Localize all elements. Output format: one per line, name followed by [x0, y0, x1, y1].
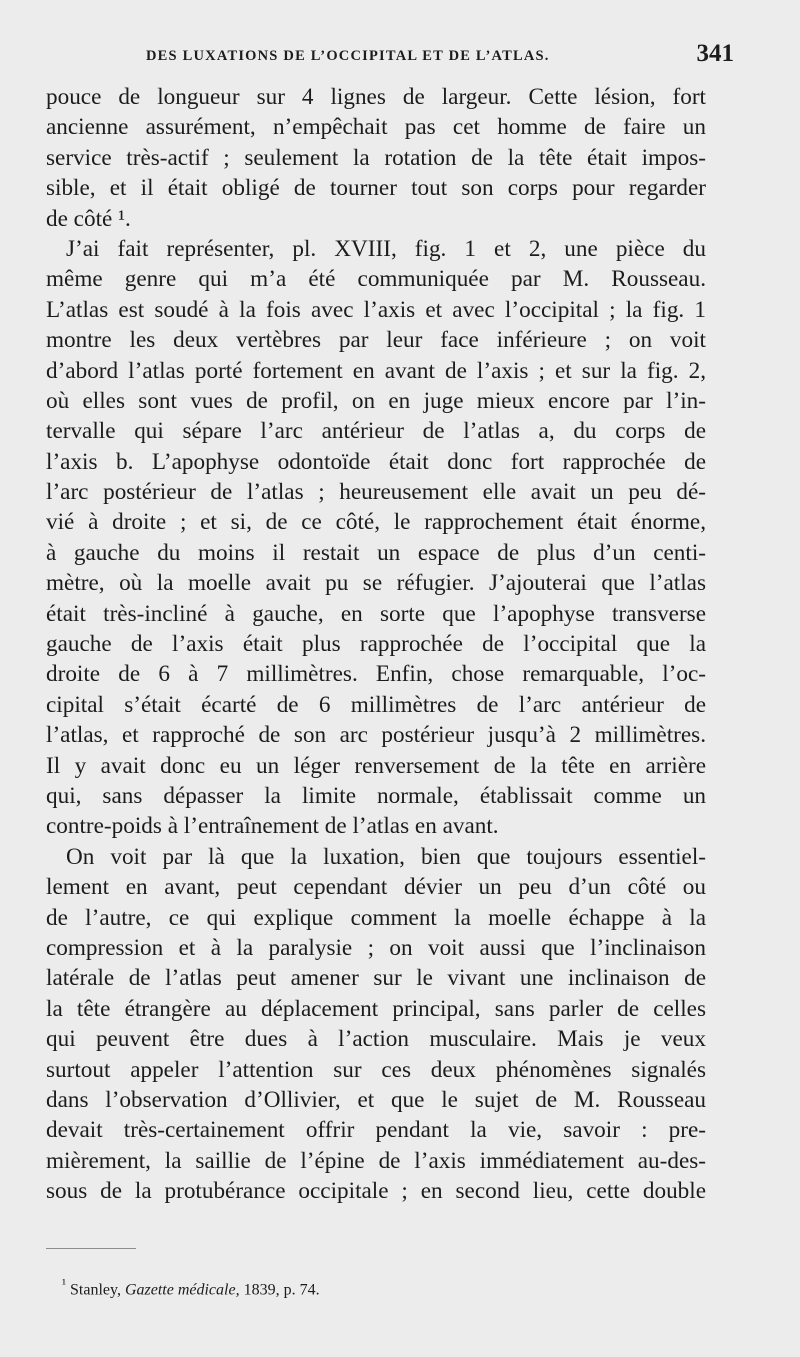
footnote: [62, 1276, 320, 1299]
text-line: contre-poids à l’entraînement de l’atlas en avant.: [46, 813, 499, 840]
text-line: pouce de longueur sur 4 lignes de largeur. Cette lésion, fort: [46, 84, 706, 110]
text-line: était très-incliné à gauche, en sorte que l’apophyse transverse: [46, 600, 706, 627]
text-line: montre les deux vertèbres par leur face inférieure ; on voit: [46, 327, 706, 354]
text-line: à gauche du moins il restait un espace de plus d’un centi-: [46, 539, 706, 566]
running-head: [46, 36, 734, 76]
text-line: lement en avant, peut cependant dévier un peu d’un côté ou: [46, 874, 706, 901]
text-line: surtout appeler l’attention sur ces deux phénomènes signalés: [46, 1056, 706, 1083]
text-line: gauche de l’axis était plus rapprochée de l’occipital que la: [46, 631, 706, 658]
text-line: où elles sont vues de profil, on en juge mieux encore par l’in-: [46, 387, 706, 414]
text-line: l’arc postérieur de l’atlas ; heureusement elle avait un peu dé-: [46, 479, 706, 506]
text-line: latérale de l’atlas peut amener sur le vivant une inclinaison de: [46, 965, 706, 992]
text-line: Il y avait donc eu un léger renversement de la tête en arrière: [46, 752, 706, 779]
text-line: cipital s’était écarté de 6 millimètres de l’arc antérieur de: [46, 691, 706, 718]
text-line: qui peuvent être dues à l’action musculaire. Mais je veux: [46, 1026, 706, 1053]
text-line: devait très-certainement offrir pendant la vie, savoir : pre-: [46, 1117, 706, 1144]
text-line: même genre qui m’a été communiquée par M. Rousseau.: [46, 266, 706, 293]
page-number: 341: [696, 40, 734, 67]
text-line: On voit par là que la luxation, bien que toujours essentiel-: [66, 843, 706, 870]
footnote-author: Stanley,: [70, 1281, 121, 1299]
text-line: ancienne assurément, n’empêchait pas cet homme de faire un: [46, 114, 706, 141]
text-line: l’atlas, et rapproché de son arc postérieur jusqu’à 2 millimètres.: [46, 722, 706, 749]
text-line: mètre, où la moelle avait pu se réfugier. J’ajouterai que l’atlas: [46, 570, 706, 597]
footnote-rule: [46, 1248, 136, 1249]
text-line: droite de 6 à 7 millimètres. Enfin, chose remarquable, l’oc-: [46, 661, 706, 688]
text-line: dans l’observation d’Ollivier, et que le sujet de M. Rousseau: [46, 1086, 706, 1113]
text-line: J’ai fait représenter, pl. XVIII, fig. 1 et 2, une pièce du: [66, 235, 706, 262]
text-line: de l’autre, ce qui explique comment la moelle échappe à la: [46, 904, 706, 931]
text-line: sible, et il était obligé de tourner tout son corps pour regarder: [46, 175, 706, 202]
text-line: service très-actif ; seulement la rotation de la tête était impos-: [46, 144, 706, 171]
text-line: d’abord l’atlas porté fortement en avant de l’axis ; et sur la fig. 2,: [46, 357, 706, 384]
text-line: L’atlas est soudé à la fois avec l’axis et avec l’occipital ; la fig. 1: [46, 296, 706, 323]
text-line: de côté ¹.: [46, 205, 131, 232]
footnote-journal: Gazette médicale,: [124, 1281, 240, 1299]
text-line: vié à droite ; et si, de ce côté, le rapprochement était énorme,: [46, 509, 706, 536]
text-line: tervalle qui sépare l’arc antérieur de l’atlas a, du corps de: [46, 418, 706, 445]
running-title: DES LUXATIONS DE L’OCCIPITAL ET DE L’ATLAS.: [146, 48, 550, 64]
text-line: qui, sans dépasser la limite normale, établissait comme un: [46, 782, 706, 809]
footnote-citation: 1839, p. 74.: [243, 1281, 320, 1299]
text-line: la tête étrangère au déplacement principal, sans parler de celles: [46, 995, 706, 1022]
footnote-marker: ¹: [62, 1276, 66, 1291]
text-line: l’axis b. L’apophyse odontoïde était donc fort rapprochée de: [46, 448, 706, 475]
text-line: compression et à la paralysie ; on voit aussi que l’inclinaison: [46, 934, 706, 961]
text-line: sous de la protubérance occipitale ; en second lieu, cette double: [46, 1178, 706, 1205]
body-text: [46, 82, 706, 1206]
text-line: mièrement, la saillie de l’épine de l’axis immédiatement au-des-: [46, 1147, 706, 1174]
